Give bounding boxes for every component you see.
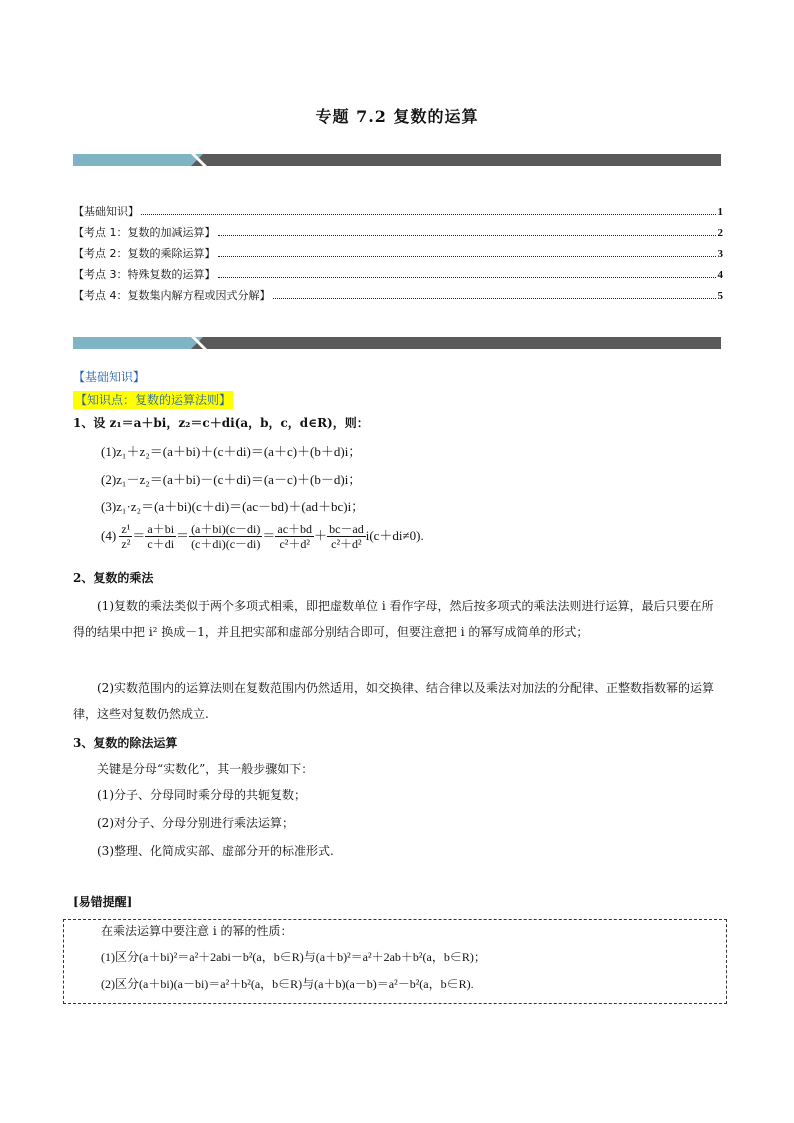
item2-heading: 2、复数的乘法 xyxy=(73,571,154,585)
page-title: 专题 7.2 复数的运算 xyxy=(315,107,479,126)
item2-paragraph-2: (2)实数范围内的运算法则在复数范围内仍然适用，如交换律、结合律以及乘法对加法的分配律、正整数指数幂的运算律，这些对复数仍然成立. xyxy=(73,681,715,721)
toc-entry[interactable] xyxy=(73,287,723,308)
item2-paragraph-1: (1)复数的乘法类似于两个多项式相乘，即把虚数单位 i 看作字母，然后按多项式的乘法法则进行运算，最后只要在所得的结果中把 i² 换成－1，并且把实部和虚部分别结合即可，但要注意把 i 的幂写成简单的形式； xyxy=(73,599,714,639)
knowledge-point-highlight: 【知识点：复数的运算法则】 xyxy=(75,393,232,407)
toc-page: 5 xyxy=(717,290,723,302)
section-heading: 【基础知识】 xyxy=(73,370,146,384)
tip-line-1: (1)区分(a＋bi)²＝a²＋2abi－b²(a，b∈R)与(a＋b)²＝a²＋2ab＋b²(a，b∈R)； xyxy=(101,950,486,964)
header-band-bottom xyxy=(73,337,721,349)
toc-entry[interactable] xyxy=(73,245,723,266)
toc-page: 3 xyxy=(717,248,723,260)
rule-addition: (1)z₁＋z₂＝(a＋bi)＋(c＋di)＝(a＋c)＋(b＋d)i； xyxy=(101,444,362,459)
error-tip-box xyxy=(63,919,727,1004)
tip-heading: [易错提醒] xyxy=(73,895,133,909)
toc-entry[interactable] xyxy=(73,266,723,287)
rule-subtraction: (2)z₁－z₂＝(a＋bi)－(c＋di)＝(a－c)＋(b－d)i； xyxy=(101,472,362,487)
toc-label: 【考点 3：特殊复数的运算】 xyxy=(73,268,216,281)
item3-step-2: (2)对分子、分母分别进行乘法运算； xyxy=(97,816,294,830)
item3-step-3: (3)整理、化简成实部、虚部分开的标准形式. xyxy=(97,844,334,858)
item3-step-1: (1)分子、分母同时乘分母的共轭复数； xyxy=(97,788,306,802)
toc-label: 【考点 4：复数集内解方程或因式分解】 xyxy=(73,289,271,302)
toc-entry[interactable] xyxy=(73,224,723,245)
item3-heading: 3、复数的除法运算 xyxy=(73,736,178,750)
table-of-contents xyxy=(73,203,723,308)
rule-multiplication: (3)z₁·z₂＝(a＋bi)(c＋di)＝(ac－bd)＋(ad＋bc)i； xyxy=(101,499,365,514)
item3-intro: 关键是分母“实数化”，其一般步骤如下： xyxy=(97,762,314,776)
toc-label: 【考点 2：复数的乘除运算】 xyxy=(73,247,216,260)
header-band-top xyxy=(73,154,721,166)
toc-label: 【基础知识】 xyxy=(73,205,139,218)
toc-entry[interactable] xyxy=(73,203,723,224)
toc-page: 2 xyxy=(717,227,723,239)
item1-heading: 1、设 z₁＝a＋bi，z₂＝c＋di(a，b，c，d∈R)，则： xyxy=(73,416,369,430)
toc-page: 1 xyxy=(717,206,723,218)
toc-page: 4 xyxy=(717,269,723,281)
tip-intro: 在乘法运算中要注意 i 的幂的性质： xyxy=(101,924,293,938)
tip-line-2: (2)区分(a＋bi)(a－bi)＝a²＋b²(a，b∈R)与(a＋b)(a－b)＝a²－b²(a，b∈R). xyxy=(101,977,474,991)
rule-division: (4) $\frac{\text{z¹}}{\text{z²}}$ ＝ $\frac{a+bi}{c+di}$ ＝ $\frac{(a+bi)(c-di)}{(c+di)(c-di)}$ ＝ $\frac{ac+bd}{\text{c²＋d²}}$ ＋ $\frac{bc-ad}{\text{c²＋d²}}$ i(c＋di≠0). xyxy=(101,522,424,552)
toc-label: 【考点 1：复数的加减运算】 xyxy=(73,226,216,239)
